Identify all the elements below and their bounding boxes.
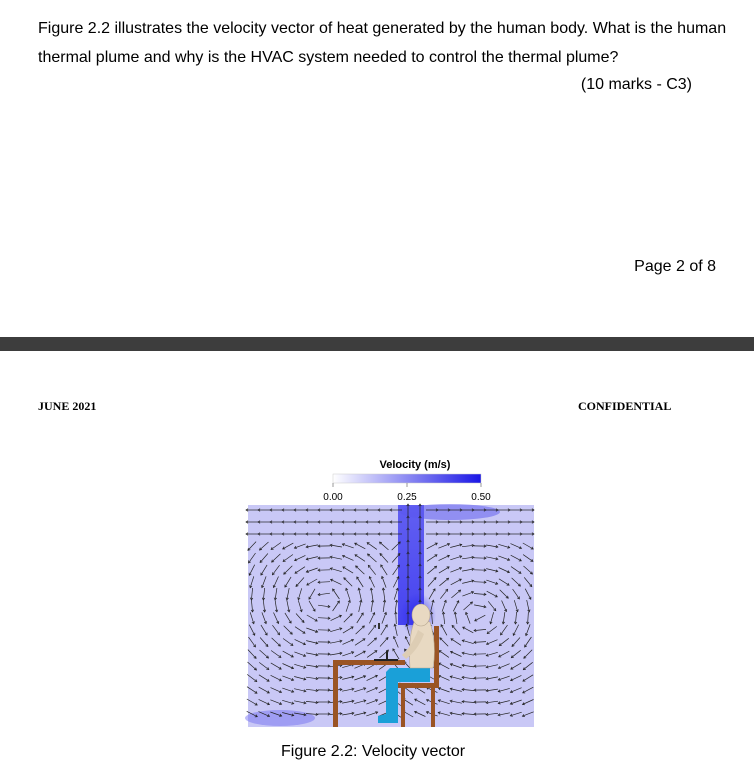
scale-label-mid: 0.25 (397, 492, 417, 503)
scale-label-min: 0.00 (323, 492, 343, 503)
legend-title: Velocity (m/s) (379, 459, 451, 471)
question-text: Figure 2.2 illustrates the velocity vector of heat generated by the human body. What is the human thermal plume and why is the HVAC system needed to control the thermal plume? (38, 20, 727, 66)
velocity-vector-figure (240, 450, 540, 740)
scale-label-max: 0.50 (471, 492, 491, 503)
color-scale-bar (333, 474, 481, 483)
page-divider (0, 337, 754, 351)
header-classification: CONFIDENTIAL (578, 399, 672, 413)
plume-top-spread (400, 504, 500, 520)
marks-label: (10 marks - C3) (580, 76, 692, 93)
person-head (412, 604, 430, 626)
figure-caption: Figure 2.2: Velocity vector (281, 743, 466, 760)
header-date: JUNE 2021 (38, 399, 97, 413)
page-number: Page 2 of 8 (634, 258, 716, 275)
velocity-plot (240, 450, 540, 740)
floor-flow-left (245, 710, 315, 726)
